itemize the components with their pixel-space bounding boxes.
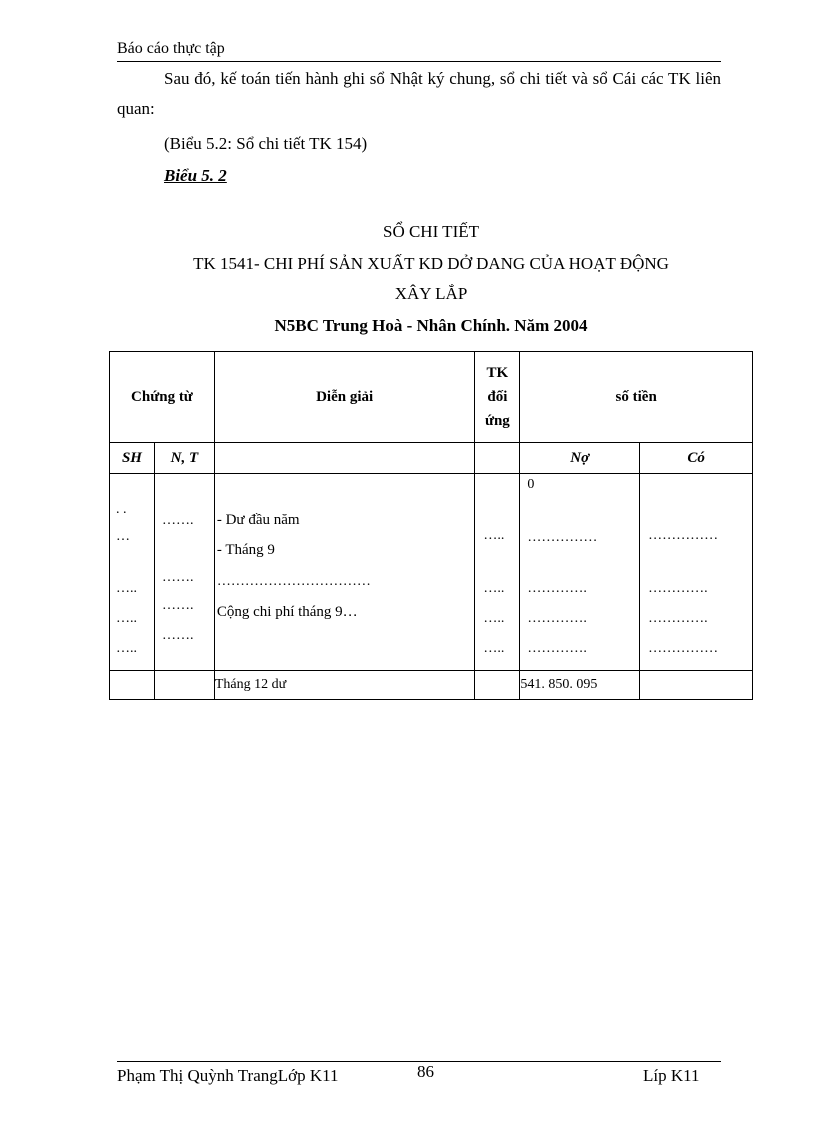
- subheader-tk-empty: [475, 443, 520, 474]
- footer-sh-empty: [110, 671, 155, 700]
- no-line: ………….: [527, 581, 587, 596]
- ledger-subtitle: TK 1541- CHI PHÍ SẢN XUẤT KD DỞ DANG CỦA HOẠT ĐỘNG: [193, 254, 669, 273]
- header-chung-tu: Chứng từ: [110, 352, 215, 443]
- subheader-co: Có: [640, 443, 753, 474]
- sh-line: …..: [116, 611, 137, 626]
- nt-line: …….: [161, 513, 194, 528]
- tk-line: …..: [483, 641, 505, 656]
- table-footer-row: [110, 671, 753, 700]
- nt-line: …….: [161, 628, 194, 643]
- no-line: ………….: [527, 611, 587, 626]
- no-line: ……………: [527, 530, 598, 545]
- footer-author: Phạm Thị Quỳnh TrangLớp K11: [117, 1066, 339, 1085]
- table-header-row: [110, 352, 753, 443]
- ledger-subtitle-cont: XÂY LẮP: [394, 284, 468, 303]
- footer-class: Líp K11: [643, 1066, 700, 1085]
- ledger-table: [109, 351, 753, 700]
- co-line: ………….: [648, 581, 708, 596]
- dien-giai-line: ……………………………: [216, 574, 371, 589]
- ledger-title: SỔ CHI TIẾT: [382, 222, 479, 241]
- page-number: 86: [417, 1062, 434, 1081]
- sh-line: . .: [116, 502, 127, 517]
- subheader-sh: SH: [110, 443, 155, 474]
- sh-line: …..: [116, 581, 137, 596]
- sh-line: …: [116, 529, 130, 544]
- body-co-cell: [640, 474, 753, 671]
- intro-paragraph: Sau đó, kế toán tiến hành ghi sổ Nhật ký chung, sổ chi tiết và sổ Cái các TK liên quan:: [117, 69, 721, 118]
- body-dien-giai-cell: [214, 474, 475, 671]
- tk-line: …..: [483, 581, 505, 596]
- subheader-no: Nợ: [520, 443, 640, 474]
- dien-giai-line: - Dư đầu năm: [216, 512, 300, 528]
- dien-giai-line: - Tháng 9: [216, 542, 275, 558]
- co-line: ……………: [648, 528, 719, 543]
- table-row: [110, 474, 753, 671]
- table-subheader-row: [110, 443, 753, 474]
- footer-dien-giai: Tháng 12 dư: [214, 671, 475, 700]
- footer-nt-empty: [154, 671, 214, 700]
- nt-line: …….: [161, 598, 194, 613]
- header-dien-giai: Diễn giải: [214, 352, 475, 443]
- body-nt-cell: [154, 474, 214, 671]
- ledger-project: N5BC Trung Hoà - Nhân Chính. Năm 2004: [274, 316, 588, 335]
- page-header: Báo cáo thực tập: [117, 40, 225, 57]
- tk-line: …..: [483, 611, 505, 626]
- table-caption: Biểu 5. 2: [164, 166, 227, 185]
- subheader-dien-giai-empty: [214, 443, 475, 474]
- no-line: ………….: [527, 641, 587, 656]
- header-tk-doi-ung: [475, 352, 520, 443]
- co-line: ………….: [648, 611, 708, 626]
- nt-line: …….: [161, 570, 194, 585]
- body-no-cell: [520, 474, 640, 671]
- footer-co-empty: [640, 671, 753, 700]
- co-line: ……………: [648, 641, 719, 656]
- body-tk-cell: [475, 474, 520, 671]
- subheader-nt: N, T: [154, 443, 214, 474]
- header-so-tien: số tiền: [520, 352, 753, 443]
- header-tk-line1: TK: [486, 365, 509, 381]
- header-tk-line3: ứng: [484, 413, 510, 429]
- no-line: 0: [527, 477, 535, 492]
- header-tk-line2: đối: [487, 389, 508, 405]
- footer-tk-empty: [475, 671, 520, 700]
- footer-no: 541. 850. 095: [520, 671, 640, 700]
- header-rule: [117, 61, 721, 62]
- body-sh-cell: [110, 474, 155, 671]
- dien-giai-line: Cộng chi phí tháng 9…: [216, 604, 358, 620]
- sh-line: …..: [116, 641, 137, 656]
- tk-line: …..: [483, 528, 505, 543]
- reference-note: (Biểu 5.2: Sổ chi tiết TK 154): [164, 134, 368, 153]
